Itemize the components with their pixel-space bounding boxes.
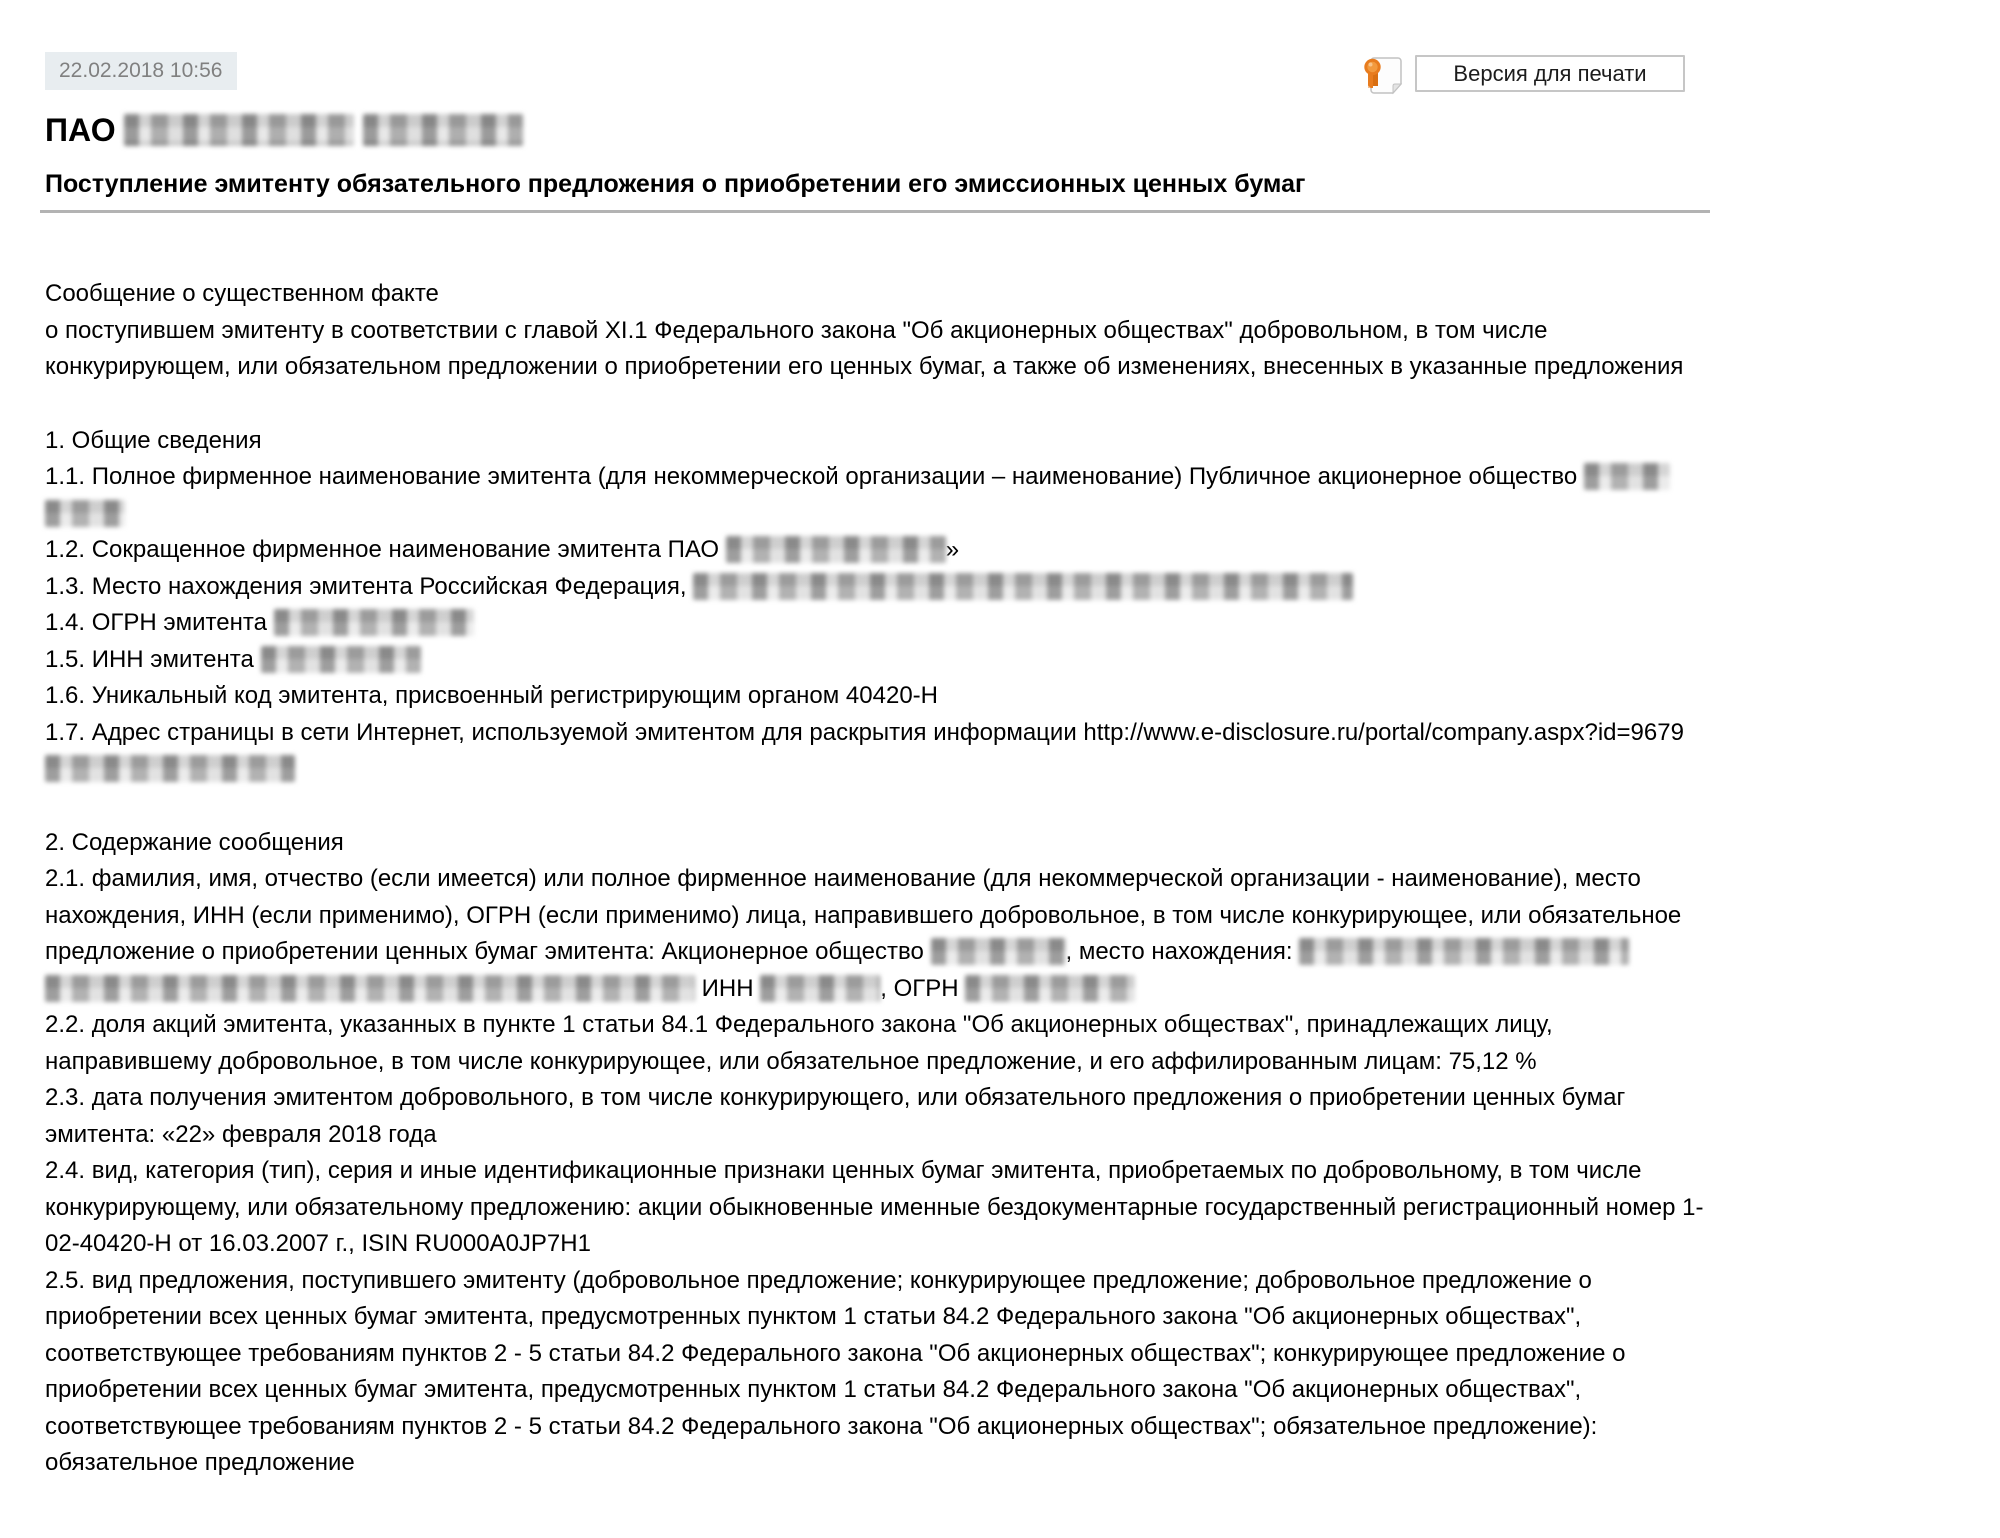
item-2-4: 2.4. вид, категория (тип), серия и иные идентификационные признаки ценных бумаг эмитента, приобретаемых по добровольному, в том числе конкурирующему, или обязательному предложению: акции обыкновенные именные бездокументарные государственный регистрационный номер 1-02-40420-Н от 16.03.2007 г., ISIN RU000A0JP7H1 [45,1157,1704,1257]
document-body [45,276,1709,1482]
text-block [45,825,1709,1482]
redacted-text [726,536,946,563]
text-block [45,423,1709,788]
section-2-heading: 2. Содержание сообщения [45,828,344,856]
redacted-text [45,500,125,527]
text-block [45,276,1709,386]
item-2-2: 2.2. доля акций эмитента, указанных в пункте 1 статьи 84.1 Федерального закона "Об акционерных обществах", принадлежащих лицу, направившему добровольное, в том числе конкурирующее, или обязательное предложение, и его аффилированным лицам: 75,12 % [45,1011,1553,1075]
item-2-1: 2.1. фамилия, имя, отчество (если имеется) или полное фирменное наименование (для некоммерческой организации - наименование), место нахождения, ИНН (если применимо), ОГРН (если применимо) лица, направившего добровольное, в том числе конкурирующее, или обязательное предложение о приобретении ценных бумаг эмитента: Акционерное общество , место нахождения: ИНН , ОГРН [45,865,1682,1002]
item-1-7: 1.7. Адрес страницы в сети Интернет, используемой эмитентом для раскрытия информации http://www.e-disclosure.ru/portal/company.aspx?id=9679 [45,715,1709,788]
redacted-text [965,975,1135,1002]
item-1-6: 1.6. Уникальный код эмитента, присвоенный регистрирующим органом 40420-Н [45,682,938,709]
redacted-text [261,646,421,673]
item-1-4: 1.4. ОГРН эмитента [45,605,1709,642]
redacted-text [1299,938,1629,965]
redacted-text [693,573,1353,600]
material-fact-description: о поступившем эмитенту в соответствии с главой XI.1 Федерального закона "Об акционерных обществах" добровольном, в том числе конкурирующем, или обязательном предложении о приобретении его ценных бумаг, а также об изменениях, внесенных в указанные предложения [45,316,1684,380]
redacted-text [363,114,523,146]
page-title [45,108,523,152]
item-2-5: 2.5. вид предложения, поступившего эмитенту (добровольное предложение; конкурирующее предложение; добровольное предложение о приобретении всех ценных бумаг эмитента, предусмотренных пунктом 1 статьи 84.2 Федерального закона "Об акционерных обществах", соответствующее требованиям пунктов 2 - 5 статьи 84.2 Федерального закона "Об акционерных обществах"; конкурирующее предложение о приобретении всех ценных бумаг эмитента, предусмотренных пунктом 1 статьи 84.2 Федерального закона "Об акционерных обществах", соответствующее требованиям пунктов 2 - 5 статьи 84.2 Федерального закона "Об акционерных обществах"; обязательное предложение): обязательное предложение [45,1266,1626,1476]
item-1-3: 1.3. Место нахождения эмитента Российская Федерация, [45,569,1709,606]
redacted-text [931,938,1066,965]
redacted-text [760,975,880,1002]
item-1-1: 1.1. Полное фирменное наименование эмитента (для некоммерческой организации – наименование) Публичное акционерное общество [45,459,1709,532]
redacted-text [274,609,474,636]
material-fact-heading: Сообщение о существенном факте [45,280,439,307]
top-bar [0,0,2000,100]
redacted-text [45,755,295,782]
document-with-orange-seal-icon[interactable] [1362,54,1403,95]
item-2-3: 2.3. дата получения эмитентом добровольного, в том числе конкурирующего, или обязательного предложения о приобретении ценных бумаг эмитента: «22» февраля 2018 года [45,1084,1626,1148]
print-version-button[interactable]: Версия для печати [1415,55,1685,92]
company-prefix: ПАО [45,112,116,148]
redacted-company-name [124,112,523,148]
page-subtitle: Поступление эмитенту обязательного предложения о приобретении его эмиссионных ценных бумаг [45,170,1306,198]
timestamp-badge: 22.02.2018 10:56 [45,52,237,90]
item-1-2: 1.2. Сокращенное фирменное наименование эмитента ПАО » [45,536,960,563]
redacted-text [1584,463,1670,490]
divider [40,210,1710,213]
redacted-text [124,114,354,146]
redacted-text [45,975,695,1002]
item-1-5: 1.5. ИНН эмитента [45,642,1709,679]
section-1-heading: 1. Общие сведения [45,426,262,454]
